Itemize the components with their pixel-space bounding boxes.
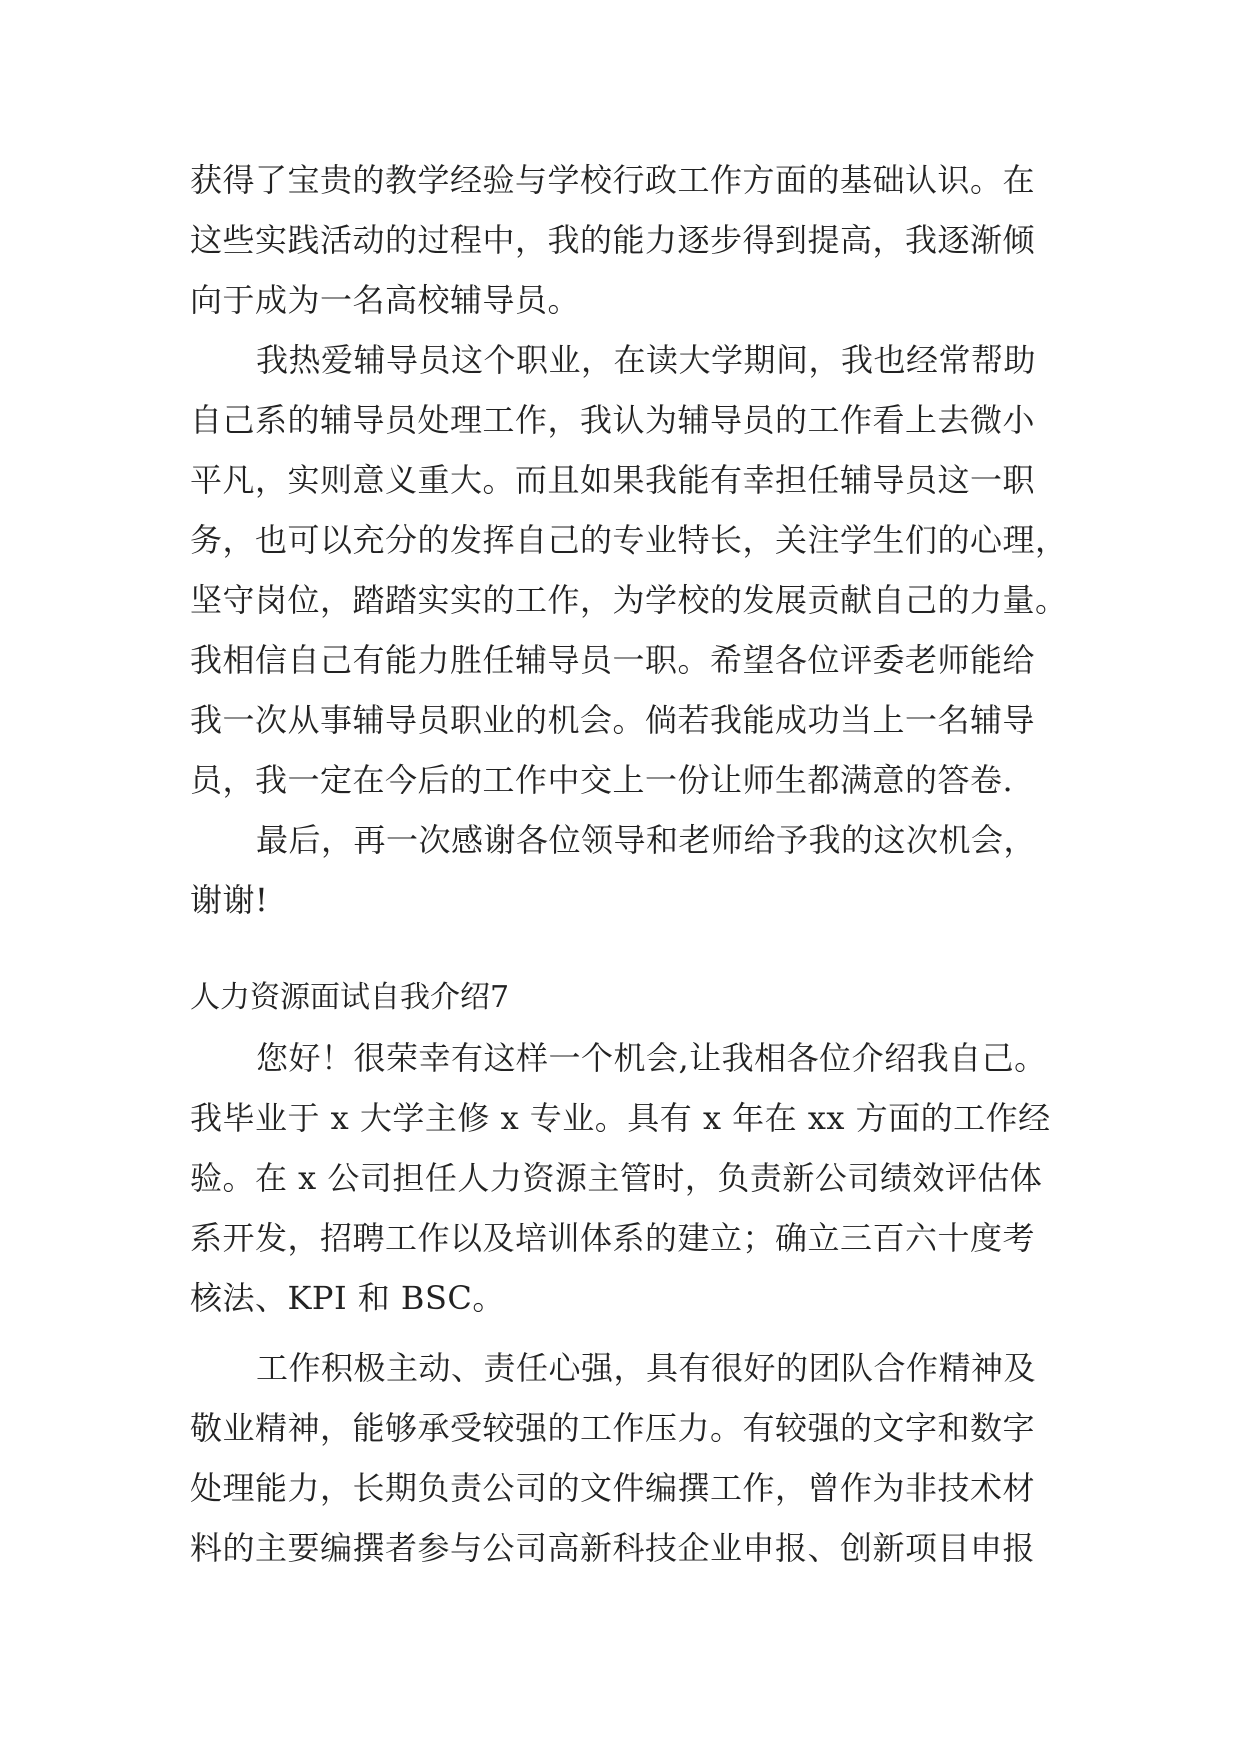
paragraph-line: 坚守岗位，踏踏实实的工作，为学校的发展贡献自己的力量。 [190,581,1068,619]
paragraph-line: 获得了宝贵的教学经验与学校行政工作方面的基础认识。在 [190,161,1036,199]
paragraph-line: 核法、KPI 和 BSC。 [190,1279,505,1317]
paragraph-line: 谢谢! [190,881,269,919]
paragraph-line: 务，也可以充分的发挥自己的专业特长，关注学生们的心理， [190,521,1068,559]
section-heading: 人力资源面试自我介绍7 [190,980,510,1015]
paragraph-line: 这些实践活动的过程中，我的能力逐步得到提高，我逐渐倾 [190,221,1036,259]
paragraph-line: 我一次从事辅导员职业的机会。倘若我能成功当上一名辅导 [190,701,1036,739]
paragraph-line: 您好！很荣幸有这样一个机会,让我相各位介绍我自己。 [256,1039,1047,1077]
paragraph-line: 平凡，实则意义重大。而且如果我能有幸担任辅导员这一职 [190,461,1036,499]
paragraph-line: 我相信自己有能力胜任辅导员一职。希望各位评委老师能给 [190,641,1036,679]
paragraph-line: 敬业精神，能够承受较强的工作压力。有较强的文字和数字 [190,1409,1036,1447]
paragraph-line: 验。在 x 公司担任人力资源主管时，负责新公司绩效评估体 [190,1159,1043,1197]
paragraph-line: 我热爱辅导员这个职业，在读大学期间，我也经常帮助 [256,341,1037,379]
paragraph-line: 员，我一定在今后的工作中交上一份让师生都满意的答卷. [190,761,1014,799]
paragraph-line: 向于成为一名高校辅导员。 [190,281,581,319]
paragraph-line: 工作积极主动、责任心强，具有很好的团队合作精神及 [256,1349,1037,1387]
paragraph-line: 系开发，招聘工作以及培训体系的建立；确立三百六十度考 [190,1219,1036,1257]
paragraph-line: 我毕业于 x 大学主修 x 专业。具有 x 年在 xx 方面的工作经 [190,1099,1051,1137]
paragraph-line: 处理能力，长期负责公司的文件编撰工作，曾作为非技术材 [190,1469,1036,1507]
paragraph-line: 自己系的辅导员处理工作，我认为辅导员的工作看上去微小 [190,401,1036,439]
paragraph-line: 料的主要编撰者参与公司高新科技企业申报、创新项目申报 [190,1529,1036,1567]
paragraph-line: 最后，再一次感谢各位领导和老师给予我的这次机会， [256,821,1037,859]
